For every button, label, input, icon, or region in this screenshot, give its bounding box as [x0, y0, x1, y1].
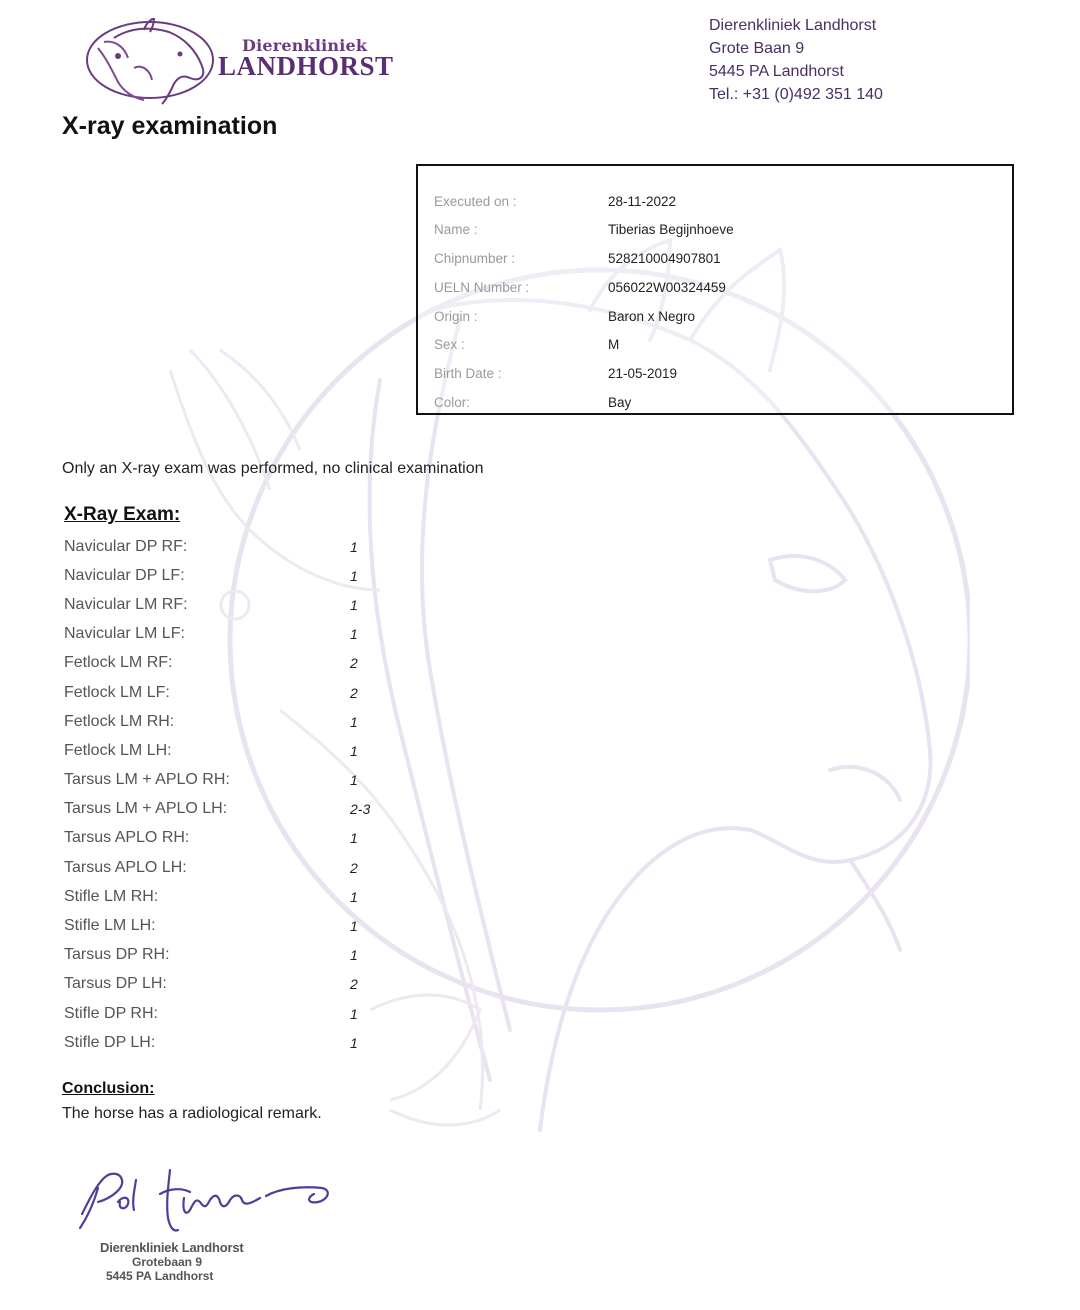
exam-grade: 1	[350, 889, 358, 905]
info-label: Chipnumber :	[434, 251, 516, 266]
info-value: 056022W00324459	[608, 280, 726, 295]
exam-label: Tarsus DP LH:	[64, 975, 167, 992]
exam-row	[64, 596, 384, 618]
horse-info-box	[416, 164, 1014, 415]
info-label: Sex :	[434, 337, 465, 352]
exam-label: Navicular LM LF:	[64, 625, 185, 642]
exam-grade: 2	[350, 860, 358, 876]
stamp-line-street: Grotebaan 9	[132, 1255, 203, 1269]
info-value: Tiberias Begijnhoeve	[608, 222, 734, 237]
exam-label: Tarsus LM + APLO LH:	[64, 800, 228, 817]
exam-row	[64, 742, 384, 764]
exam-grade: 1	[350, 1035, 358, 1051]
exam-grade: 1	[350, 947, 358, 963]
exam-row	[64, 684, 384, 706]
exam-heading: X-Ray Exam:	[64, 504, 181, 525]
exam-note: Only an X-ray exam was performed, no clinical examination	[62, 460, 484, 477]
exam-row	[64, 888, 384, 910]
exam-label: Navicular DP LF:	[64, 567, 185, 584]
info-value: 28-11-2022	[608, 194, 677, 209]
exam-label: Tarsus LM + APLO RH:	[64, 771, 230, 788]
exam-grade: 2	[350, 685, 358, 701]
exam-grade: 1	[350, 714, 358, 730]
exam-label: Navicular DP RF:	[64, 538, 188, 555]
exam-row	[64, 654, 384, 676]
exam-grade: 1	[350, 918, 358, 934]
info-label: Birth Date :	[434, 366, 502, 381]
exam-row	[64, 829, 384, 851]
conclusion-heading: Conclusion:	[62, 1080, 155, 1097]
exam-grade: 1	[350, 772, 358, 788]
exam-label: Fetlock LM LH:	[64, 742, 172, 759]
clinic-logo	[84, 18, 394, 108]
exam-row	[64, 625, 384, 647]
exam-row	[64, 771, 384, 793]
exam-grade: 1	[350, 830, 358, 846]
exam-label: Tarsus DP RH:	[64, 946, 170, 963]
page-title: X-ray examination	[62, 112, 278, 140]
info-label: Color:	[434, 395, 471, 410]
exam-row	[64, 538, 384, 560]
exam-grade: 2	[350, 655, 358, 671]
stamp-line-name: Dierenkliniek Landhorst	[100, 1240, 244, 1255]
logo-top-text: Dierenkliniek	[242, 36, 368, 55]
info-label: Name :	[434, 222, 478, 237]
exam-row	[64, 567, 384, 589]
info-value: Bay	[608, 395, 632, 410]
exam-row	[64, 1005, 384, 1027]
address-line-name: Dierenkliniek Landhorst	[709, 17, 877, 34]
info-label: Origin :	[434, 309, 478, 324]
exam-row	[64, 946, 384, 968]
exam-label: Stifle LM LH:	[64, 917, 156, 934]
exam-grade: 1	[350, 568, 358, 584]
exam-label: Fetlock LM LF:	[64, 684, 170, 701]
stamp-line-city: 5445 PA Landhorst	[106, 1269, 214, 1283]
exam-row	[64, 975, 384, 997]
handwritten-signature	[70, 1158, 340, 1238]
exam-grade: 1	[350, 539, 358, 555]
address-line-city: 5445 PA Landhorst	[709, 63, 844, 80]
address-line-phone: Tel.: +31 (0)492 351 140	[709, 86, 883, 103]
info-value: M	[608, 337, 620, 352]
info-value: 528210004907801	[608, 251, 721, 266]
info-label: Executed on :	[434, 194, 517, 209]
info-label: UELN Number :	[434, 280, 530, 295]
exam-row	[64, 917, 384, 939]
conclusion-text: The horse has a radiological remark.	[62, 1105, 322, 1122]
logo-main-text: LANDHORST	[218, 51, 394, 81]
exam-label: Tarsus APLO LH:	[64, 859, 187, 876]
exam-label: Stifle DP RH:	[64, 1005, 158, 1022]
clinic-address	[709, 14, 883, 106]
clinic-stamp	[100, 1240, 280, 1283]
exam-row	[64, 800, 384, 822]
info-value: Baron x Negro	[608, 309, 696, 324]
exam-grade: 1	[350, 626, 358, 642]
exam-label: Fetlock LM RH:	[64, 713, 175, 730]
info-value: 21-05-2019	[608, 366, 678, 381]
exam-label: Stifle LM RH:	[64, 888, 159, 905]
address-line-street: Grote Baan 9	[709, 40, 805, 57]
exam-row	[64, 713, 384, 735]
exam-row	[64, 1034, 384, 1056]
exam-grade: 1	[350, 743, 358, 759]
exam-label: Fetlock LM RF:	[64, 654, 173, 671]
exam-grade: 1	[350, 597, 358, 613]
exam-grade: 2	[350, 976, 358, 992]
exam-row	[64, 859, 384, 881]
exam-grade: 1	[350, 1006, 358, 1022]
exam-grade: 2-3	[350, 801, 371, 817]
exam-label: Tarsus APLO RH:	[64, 829, 190, 846]
exam-label: Stifle DP LH:	[64, 1034, 156, 1051]
exam-label: Navicular LM RF:	[64, 596, 188, 613]
